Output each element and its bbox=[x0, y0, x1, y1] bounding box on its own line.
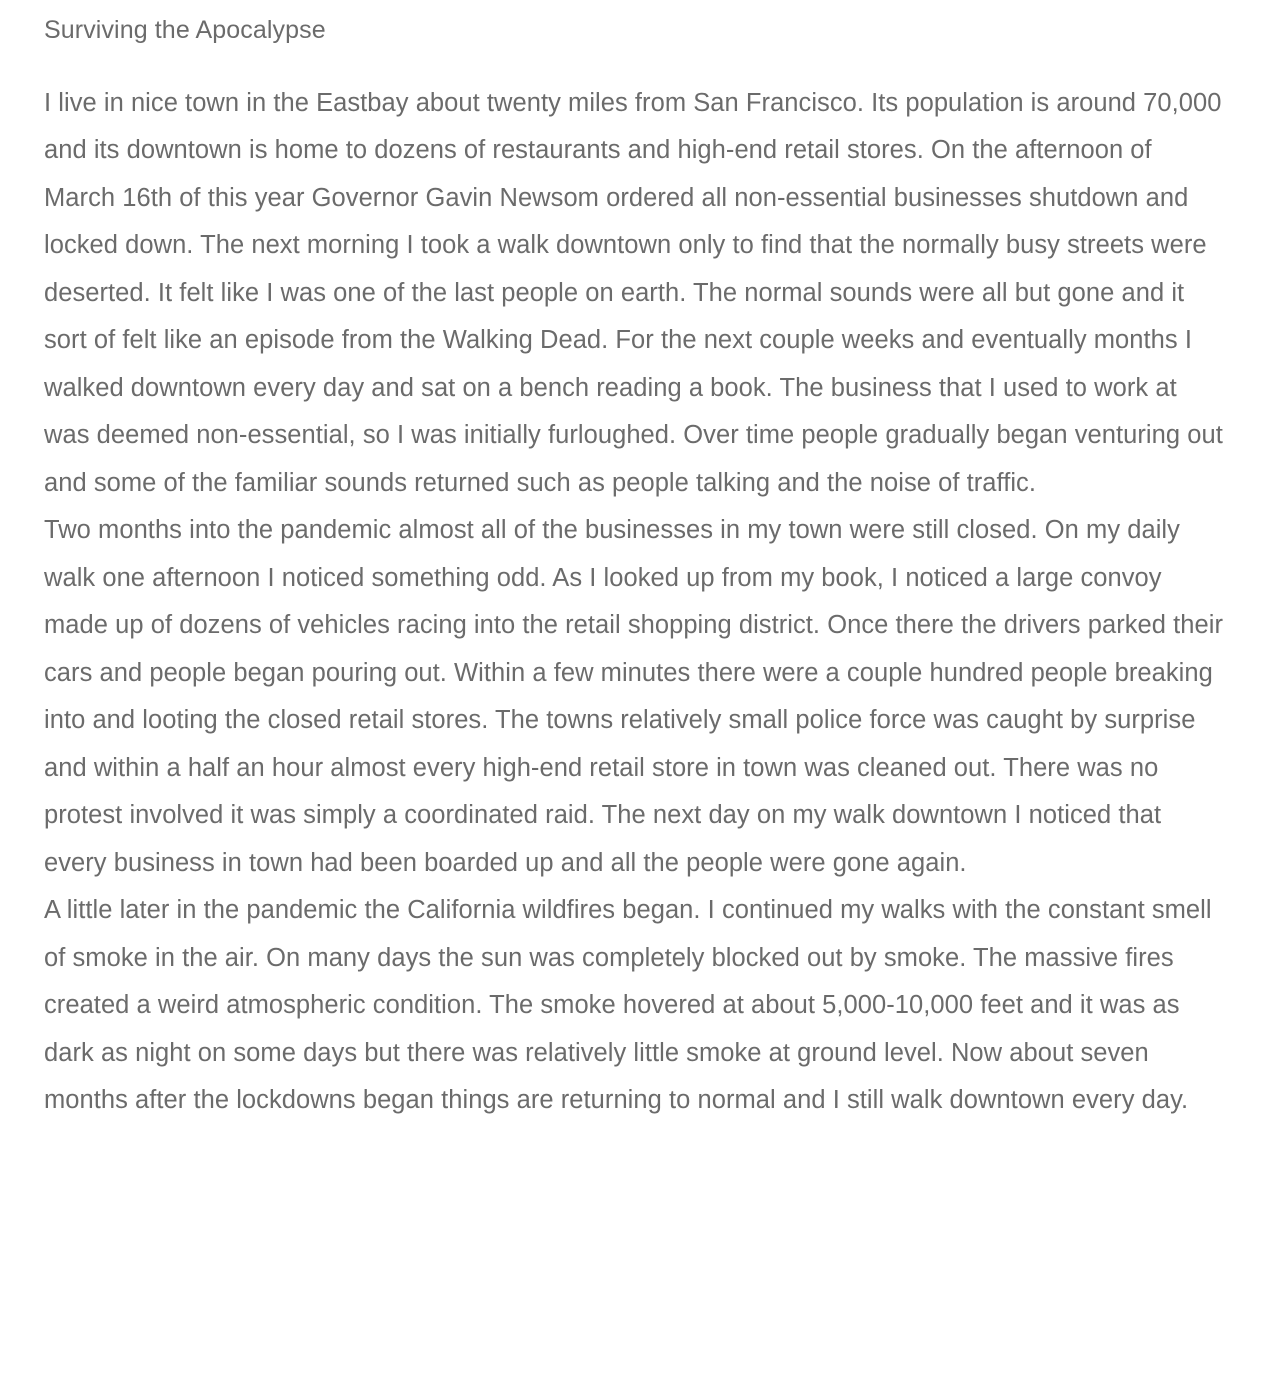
article-paragraph: Two months into the pandemic almost all of the businesses in my town were still closed. On my daily walk one afternoon I noticed something odd. As I looked up from my book, I noticed a large convoy made up of dozens of vehicles racing into the retail shopping district. Once there the drivers parked their cars and people began pouring out. Within a few minutes there were a couple hundred people breaking into and looting the closed retail stores. The towns relatively small police force was caught by surprise and within a half an hour almost every high-end retail store in town was cleaned out. There was no protest involved it was simply a coordinated raid. The next day on my walk downtown I noticed that every business in town had been boarded up and all the people were gone again. bbox=[44, 516, 1223, 877]
page-title: Surviving the Apocalypse bbox=[44, 16, 326, 44]
article-paragraph: I live in nice town in the Eastbay about twenty miles from San Francisco. Its population is around 70,000 and its downtown is home to dozens of restaurants and high-end retail stores. On the afternoon of March 16th of this year Governor Gavin Newsom ordered all non-essential businesses shutdown and locked down. The next morning I took a walk downtown only to find that the normally busy streets were deserted. It felt like I was one of the last people on earth. The normal sounds were all but gone and it sort of felt like an episode from the Walking Dead. For the next couple weeks and eventually months I walked downtown every day and sat on a bench reading a book. The business that I used to work at was deemed non-essential, so I was initially furloughed. Over time people gradually began venturing out and some of the familiar sounds returned such as people talking and the noise of traffic. bbox=[44, 88, 1223, 497]
article-body bbox=[44, 80, 1223, 1125]
article-paragraph: A little later in the pandemic the California wildfires began. I continued my walks with the constant smell of smoke in the air. On many days the sun was completely blocked out by smoke. The massive fires created a weird atmospheric condition. The smoke hovered at about 5,000-10,000 feet and it was as dark as night on some days but there was relatively little smoke at ground level. Now about seven months after the lockdowns began things are returning to normal and I still walk downtown every day. bbox=[44, 896, 1212, 1115]
